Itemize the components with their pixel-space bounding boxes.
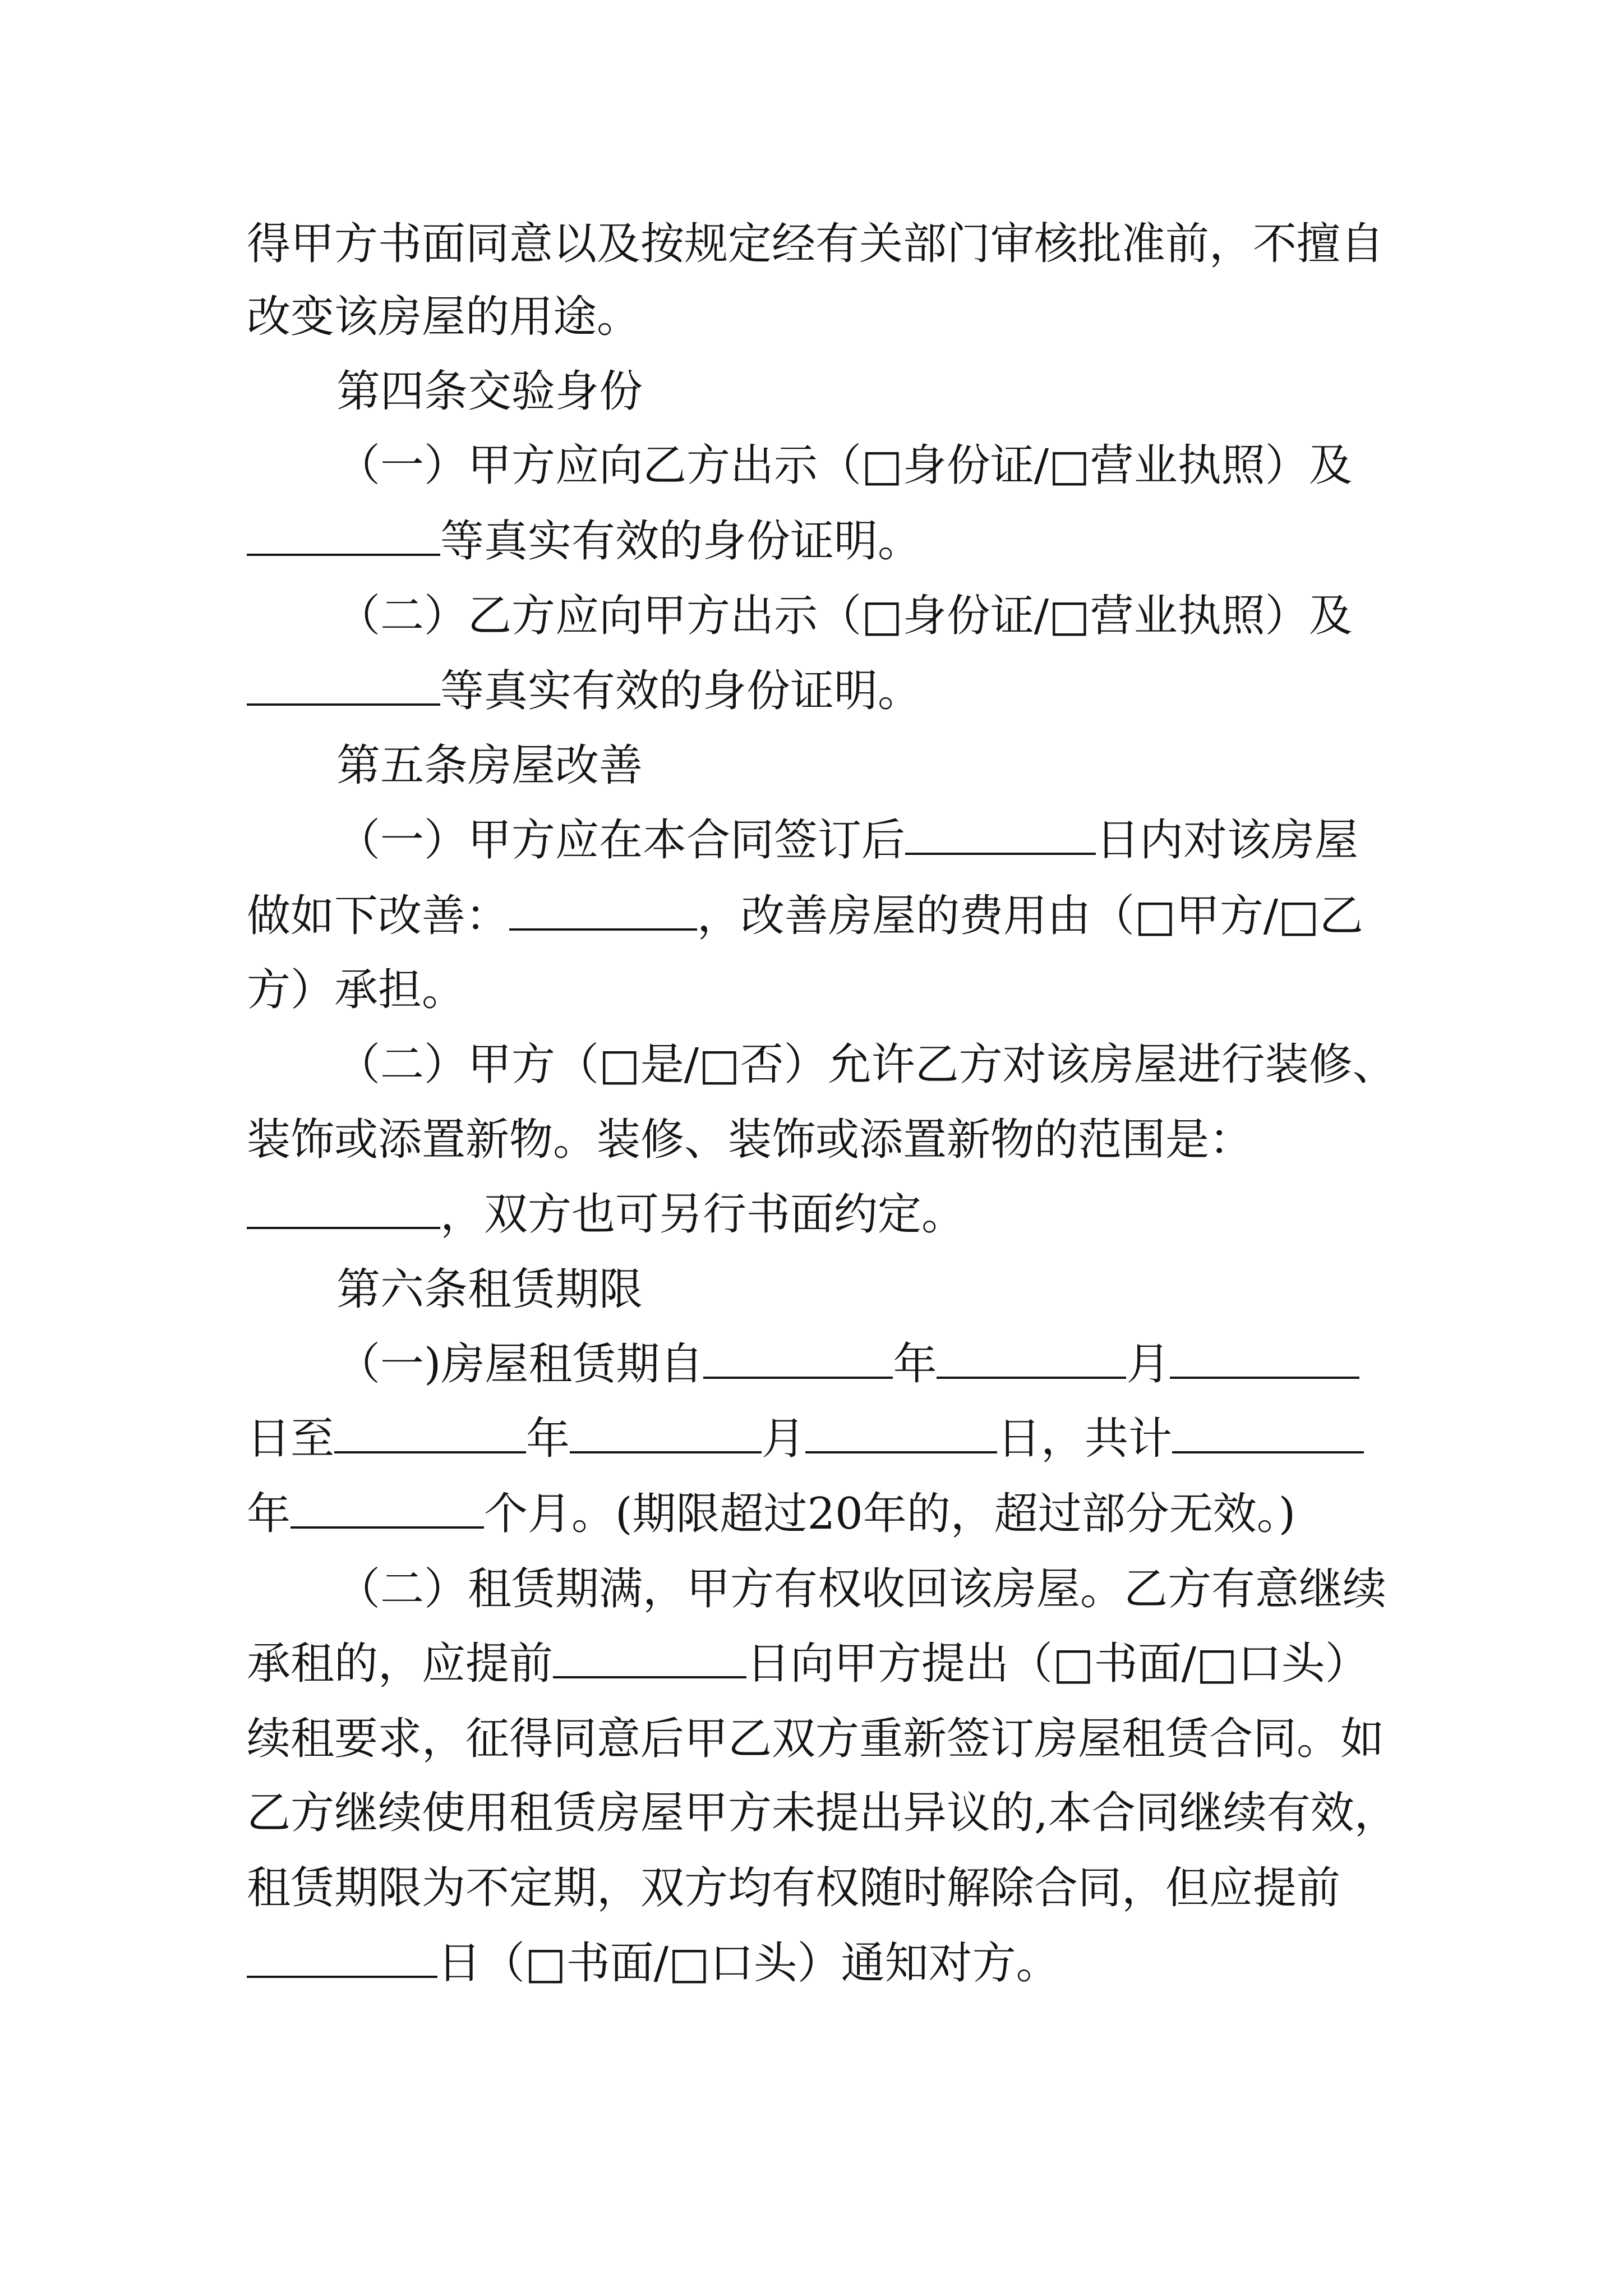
contract-text: 年 (526, 1414, 570, 1464)
text-line (247, 962, 465, 1018)
contract-text: 月 (762, 1414, 806, 1464)
contract-text: ，双方也可另行书面约定。 (440, 1189, 966, 1240)
contract-text: 年 (893, 1339, 937, 1389)
text-line (247, 888, 1363, 944)
contract-text: （二）甲方（□是/□否）允许乙方对该房屋进行装修、 (336, 1039, 1396, 1090)
text-line (336, 1037, 1396, 1093)
text-line (336, 438, 1353, 494)
fill-in-blank[interactable] (1170, 1341, 1359, 1379)
article-5-title (336, 738, 643, 794)
fill-in-blank[interactable] (247, 668, 440, 706)
contract-text: （一）甲方应在本合同签订后 (336, 815, 906, 866)
fill-in-blank[interactable] (291, 1490, 484, 1529)
contract-text: （一）甲方应向乙方出示（□身份证/□营业执照）及 (336, 440, 1353, 491)
contract-text: 做如下改善： (247, 891, 510, 941)
article-heading: 第四条交验身份 (336, 366, 643, 417)
contract-text: 日内对该房屋 (1096, 815, 1359, 866)
contract-text: 租赁期限为不定期，双方均有权随时解除合同，但应提前 (247, 1863, 1341, 1913)
text-line (336, 1561, 1386, 1617)
fill-in-blank[interactable] (247, 518, 440, 556)
contract-text: ，改善房屋的费用由（□甲方/□乙 (697, 891, 1363, 941)
fill-in-blank[interactable] (247, 1940, 437, 1978)
contract-text: 日至 (247, 1414, 335, 1464)
article-heading: 第六条租赁期限 (336, 1264, 643, 1315)
text-line (336, 812, 1358, 868)
fill-in-blank[interactable] (703, 1341, 893, 1379)
contract-text: 个月。(期限超过20年的，超过部分无效。) (484, 1489, 1296, 1539)
text-line (247, 513, 921, 569)
contract-text: 乙方继续使用租赁房屋甲方未提出异议的,本合同继续有效， (247, 1788, 1398, 1838)
contract-text: 改变该房屋的用途。 (247, 292, 641, 342)
contract-text: 年 (247, 1489, 291, 1539)
text-line (247, 1935, 1060, 1991)
text-line (247, 1112, 1253, 1168)
contract-text: 日向甲方提出（□书面/□口头） (746, 1639, 1369, 1689)
article-4-title (336, 364, 643, 420)
contract-text: 装饰或添置新物。装修、装饰或添置新物的范围是： (247, 1115, 1253, 1165)
article-heading: 第五条房屋改善 (336, 740, 643, 791)
contract-text: （二）租赁期满，甲方有权收回该房屋。乙方有意继续 (336, 1564, 1387, 1614)
text-line (247, 1711, 1384, 1767)
text-line (247, 1186, 965, 1243)
text-line (247, 1411, 1364, 1467)
contract-text: 等真实有效的身份证明。 (440, 516, 922, 567)
contract-text: 承租的，应提前 (247, 1639, 554, 1689)
fill-in-blank[interactable] (247, 1191, 440, 1229)
contract-text: 等真实有效的身份证明。 (440, 666, 922, 716)
contract-text: 得甲方书面同意以及按规定经有关部门审核批准前，不擅自 (247, 219, 1385, 269)
text-line (247, 1860, 1340, 1916)
text-line (247, 289, 640, 345)
fill-in-blank[interactable] (805, 1415, 997, 1453)
contract-text: 月 (1126, 1339, 1170, 1389)
text-line (336, 588, 1353, 644)
fill-in-blank[interactable] (334, 1415, 526, 1453)
text-line (247, 663, 921, 719)
text-line (247, 1486, 1295, 1542)
text-line (247, 1636, 1369, 1692)
article-6-title (336, 1262, 643, 1318)
fill-in-blank[interactable] (905, 817, 1096, 855)
fill-in-blank[interactable] (570, 1415, 762, 1453)
fill-in-blank[interactable] (1172, 1415, 1364, 1453)
contract-text: （二）乙方应向甲方出示（□身份证/□营业执照）及 (336, 591, 1353, 641)
contract-text: （一)房屋租赁期自 (336, 1339, 704, 1389)
fill-in-blank[interactable] (553, 1640, 746, 1678)
text-line (247, 1785, 1398, 1841)
contract-text: 续租要求，征得同意后甲乙双方重新签订房屋租赁合同。如 (247, 1714, 1385, 1764)
fill-in-blank[interactable] (937, 1341, 1126, 1379)
contract-text: 日，共计 (997, 1414, 1173, 1464)
fill-in-blank[interactable] (509, 892, 697, 931)
contract-text: 方）承担。 (247, 965, 466, 1015)
text-line (247, 216, 1384, 272)
contract-text: 日（□书面/□口头）通知对方。 (437, 1938, 1060, 1989)
text-line (336, 1336, 1359, 1392)
